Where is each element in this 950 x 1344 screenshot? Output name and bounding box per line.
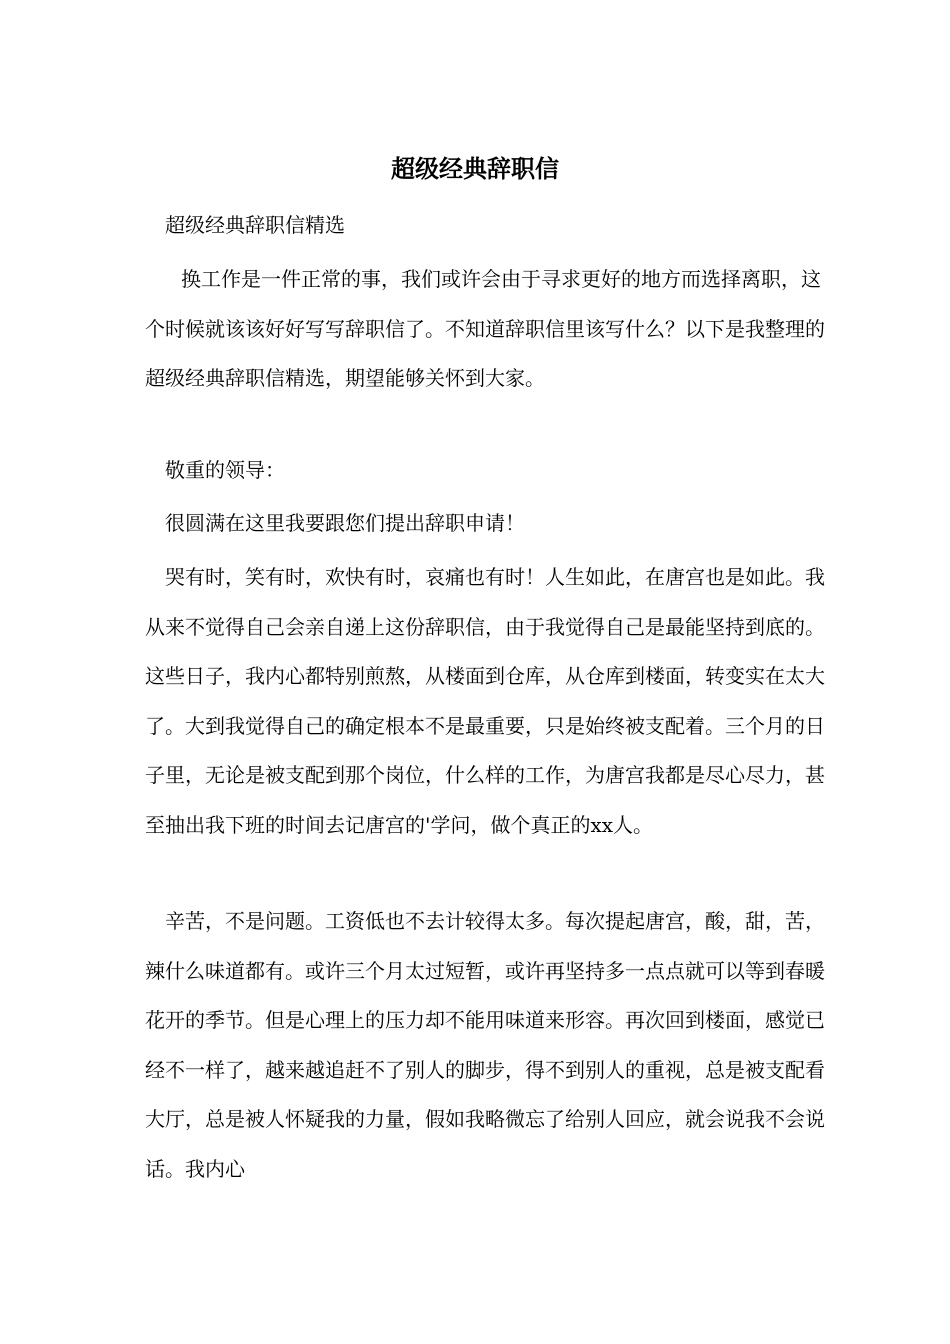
body-paragraph-2: 辛苦，不是问题。工资低也不去计较得太多。每次提起唐宫，酸，甜，苦，辣什么味道都有。或许三个月太过短暂，或许再坚持多一点点就可以等到春暖花开的季节。但是心理上的压力却不能用味道来形容。再次回到楼面，感觉已经不一样了，越来越追赶不了别人的脚步，得不到别人的重视，总是被支配看大厅，总是被人怀疑我的力量，假如我略微忘了给别人回应，就会说我不会说话。我内心: [145, 909, 825, 1181]
document-subtitle: 超级经典辞职信精选: [165, 213, 345, 237]
intro-paragraph: 换工作是一件正常的事，我们或许会由于寻求更好的地方而选择离职，这个时候就该该好好写写辞职信了。不知道辞职信里该写什么？以下是我整理的超级经典辞职信精选，期望能够关怀到大家。: [145, 267, 825, 390]
body-paragraph-1: 哭有时，笑有时，欢快有时，哀痛也有时！人生如此，在唐宫也是如此。我从来不觉得自己会亲自递上这份辞职信，由于我觉得自己是最能坚持到底的。这些日子，我内心都特别煎熬，从楼面到仓库，从仓库到楼面，转变实在太大了。大到我觉得自己的确定根本不是最重要，只是始终被支配着。三个月的日子里，无论是被支配到那个岗位，什么样的工作，为唐宫我都是尽心尽力，甚至抽出我下班的时间去记唐宫的'学问，做个真正的xx人。: [145, 565, 825, 837]
letter-opening: 很圆满在这里我要跟您们提出辞职申请！: [165, 511, 525, 535]
letter-salutation: 敬重的领导：: [165, 458, 285, 482]
page-title: 超级经典辞职信: [391, 154, 559, 183]
